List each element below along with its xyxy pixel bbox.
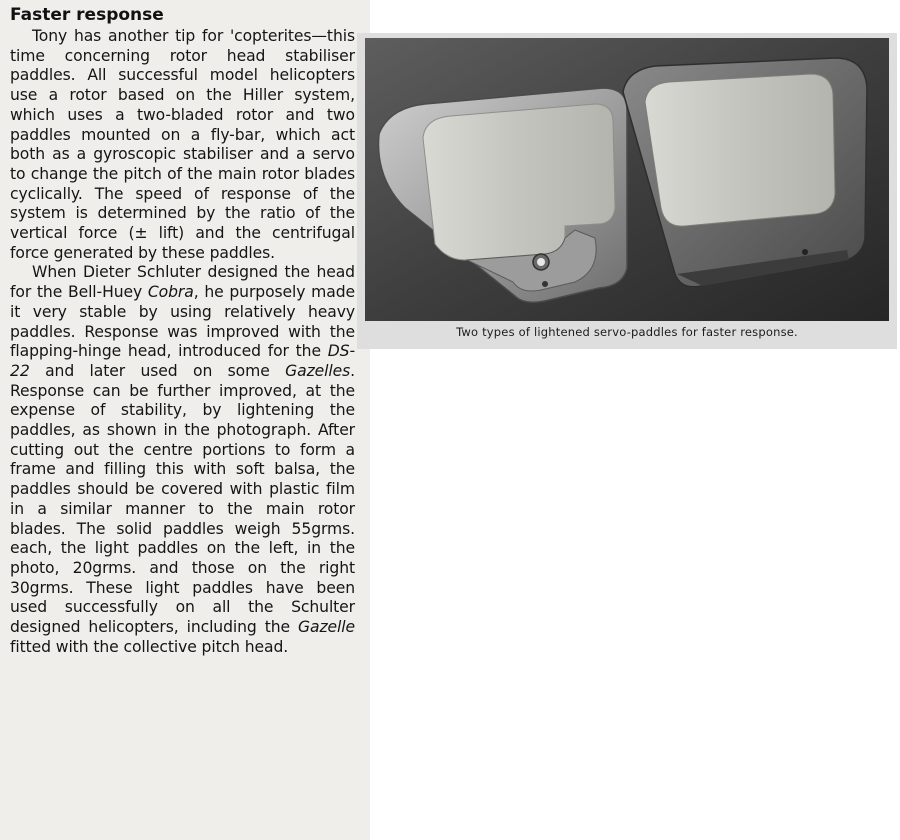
paragraph-2: When Dieter Schluter designed the head for the Bell-Huey Cobra, he purposely made it very stable by using relatively heavy paddles. Response was improved with the flapping-hinge head, introduced for the DS-22 and later used on some Gazelles. Response can be further improved, at the expense of stability, by lightening the paddles, as shown in the photograph. After cutting out the centre portions to form a frame and filling this with soft balsa, the paddles should be covered with plastic film in a similar manner to the main rotor blades. The solid paddles weigh 55grms. each, the light paddles on the left, in the photo, 20grms. and those on the right 30grms. These light paddles have been used successfully on all the Schulter designed helicopters, including the Gazelle fitted with the collective pitch head. [10,263,355,656]
article-column [0,0,370,840]
paragraph-1: Tony has another tip for 'copterites—this time concerning rotor head stabiliser paddles. All successful model helicopters use a rotor based on the Hiller system, which uses a two-bladed rotor and two paddles mounted on a fly-bar, which act both as a gyroscopic stabiliser and a servo to change the pitch of the main rotor blades cyclically. The speed of response of the system is determined by the ratio of the vertical force (± lift) and the centrifugal force generated by these paddles. [10,27,355,262]
article-body [10,27,355,658]
article-heading: Faster response [10,5,164,25]
paddles-photo [365,38,889,321]
figure [357,33,897,349]
figure-caption: Two types of lightened servo-paddles for faster response. [456,325,798,339]
